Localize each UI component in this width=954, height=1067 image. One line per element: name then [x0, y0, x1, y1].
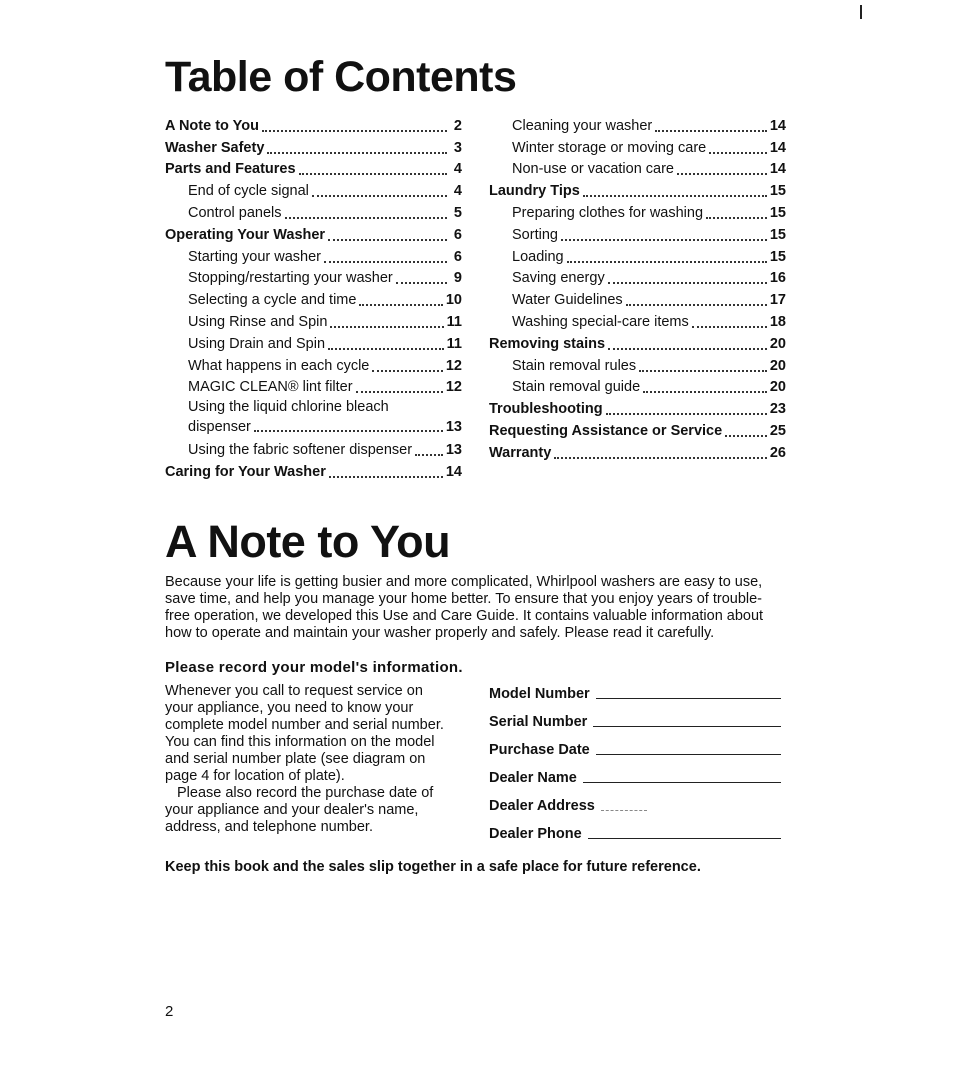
toc-entry-page: 12	[445, 357, 462, 374]
toc-entry-page: 15	[769, 204, 786, 221]
note-title: A Note to You	[165, 516, 451, 567]
toc-entry-label: Using Drain and Spin	[188, 335, 326, 352]
toc-entry-label: MAGIC CLEAN® lint filter	[188, 379, 353, 396]
text-line: your appliance, you need to know your	[165, 700, 414, 716]
toc-entry[interactable]	[165, 201, 462, 223]
record-field[interactable]	[489, 796, 781, 814]
toc-dot-leader	[643, 390, 767, 393]
toc-entry-page: 15	[769, 226, 786, 243]
toc-entry-label: End of cycle signal	[188, 183, 309, 200]
toc-entry-page: 26	[769, 444, 786, 461]
toc-entry-label: Troubleshooting	[489, 401, 603, 418]
toc-dot-leader	[608, 347, 767, 350]
toc-entry[interactable]	[165, 332, 462, 354]
toc-dot-leader	[285, 216, 448, 219]
toc-entry-page: 5	[453, 204, 462, 221]
toc-dot-leader	[262, 129, 447, 132]
toc-entry[interactable]	[165, 438, 462, 460]
record-heading: Please record your model's information.	[165, 659, 463, 676]
toc-entry-label: Loading	[512, 248, 564, 265]
toc-dot-leader	[329, 475, 443, 478]
toc-dot-leader	[639, 369, 767, 372]
toc-entry-page: 14	[445, 463, 462, 480]
toc-entry-label: Cleaning your washer	[512, 117, 653, 134]
toc-entry[interactable]	[489, 114, 786, 136]
toc-entry-label: Saving energy	[512, 270, 605, 287]
toc-entry-page: 14	[769, 161, 786, 178]
toc-entry-page: 3	[453, 139, 462, 156]
text-line: Whenever you call to request service on	[165, 683, 423, 699]
toc-dot-leader	[709, 151, 767, 154]
toc-entry-label: Starting your washer	[188, 248, 321, 265]
toc-entry-label: Winter storage or moving care	[512, 139, 707, 156]
toc-entry[interactable]	[165, 179, 462, 201]
toc-entry[interactable]	[489, 397, 786, 419]
toc-dot-leader	[312, 194, 447, 197]
toc-entry-label: Selecting a cycle and time	[188, 292, 357, 309]
toc-entry[interactable]	[489, 419, 786, 441]
record-field-line[interactable]	[583, 781, 781, 783]
toc-entry-page: 20	[769, 335, 786, 352]
toc-entry[interactable]	[489, 288, 786, 310]
toc-dot-leader	[606, 412, 767, 415]
toc-entry-page: 14	[769, 117, 786, 134]
toc-entry-label: Laundry Tips	[489, 183, 580, 200]
toc-entry-label: Requesting Assistance or Service	[489, 422, 723, 439]
toc-entry[interactable]	[489, 223, 786, 245]
record-field-line[interactable]	[601, 809, 647, 811]
toc-entry[interactable]	[165, 354, 462, 376]
toc-dot-leader	[677, 172, 767, 175]
toc-entry[interactable]	[489, 354, 786, 376]
toc-entry[interactable]	[489, 179, 786, 201]
toc-dot-leader	[706, 216, 767, 219]
record-field-line[interactable]	[596, 753, 781, 755]
toc-entry-label: Stopping/restarting your washer	[188, 270, 393, 287]
record-field-label: Purchase Date	[489, 742, 590, 758]
toc-entry-page: 15	[769, 183, 786, 200]
toc-dot-leader	[328, 238, 447, 241]
toc-entry-label: Stain removal guide	[512, 379, 641, 396]
toc-entry[interactable]	[165, 114, 462, 136]
toc-entry-page: 14	[769, 139, 786, 156]
toc-entry-label: Stain removal rules	[512, 357, 637, 374]
text-line: save time, and help you manage your home better. To ensure that you enjoy years of trouble-	[165, 591, 763, 607]
toc-entry-page: 11	[446, 313, 462, 330]
record-field-line[interactable]	[593, 725, 781, 727]
toc-entry-label: Removing stains	[489, 335, 606, 352]
toc-entry[interactable]	[489, 332, 786, 354]
toc-entry-page: 16	[769, 270, 786, 287]
toc-entry-page: 11	[446, 335, 462, 352]
toc-entry-page: 9	[453, 270, 462, 287]
toc-entry-page: 13	[445, 419, 462, 436]
toc-entry[interactable]	[489, 136, 786, 158]
toc-entry-label: Water Guidelines	[512, 292, 623, 309]
record-field[interactable]	[489, 712, 781, 730]
corner-mark	[860, 5, 862, 19]
toc-dot-leader	[396, 281, 447, 284]
page-number: 2	[165, 1003, 174, 1020]
toc-entry[interactable]	[165, 267, 462, 289]
toc-entry-label: A Note to You	[165, 117, 259, 134]
toc-entry-page: 10	[445, 292, 462, 309]
text-line: free operation, we developed this Use and Care Guide. It contains valuable information about	[165, 608, 764, 624]
toc-entry-page: 2	[453, 117, 462, 134]
toc-dot-leader	[299, 172, 447, 175]
toc-entry-label: Control panels	[188, 204, 282, 221]
text-line: complete model number and serial number.	[165, 717, 444, 733]
toc-entry[interactable]	[489, 441, 786, 463]
toc-entry-page: 6	[453, 248, 462, 265]
toc-entry-label: Sorting	[512, 226, 558, 243]
record-field-label: Dealer Name	[489, 770, 577, 786]
text-line: and serial number plate (see diagram on	[165, 751, 426, 767]
toc-entry-label-cont: dispenser	[188, 419, 251, 436]
toc-entry-page: 18	[769, 313, 786, 330]
toc-entry-label: What happens in each cycle	[188, 357, 370, 374]
toc-entry-page: 25	[769, 422, 786, 439]
toc-dot-leader	[359, 303, 442, 306]
toc-entry[interactable]	[489, 201, 786, 223]
toc-entry-label: Caring for Your Washer	[165, 463, 326, 480]
record-field[interactable]	[489, 740, 781, 758]
toc-dot-leader	[267, 151, 447, 154]
record-field[interactable]	[489, 824, 781, 842]
toc-entry-page: 20	[769, 357, 786, 374]
toc-dot-leader	[561, 238, 767, 241]
toc-entry-page: 13	[445, 442, 462, 459]
text-line: your appliance and your dealer's name,	[165, 802, 419, 818]
toc-title: Table of Contents	[165, 53, 517, 101]
toc-dot-leader	[254, 429, 443, 432]
toc-left-column	[165, 114, 462, 482]
toc-entry-label: Parts and Features	[165, 161, 296, 178]
toc-dot-leader	[626, 303, 767, 306]
toc-entry[interactable]	[489, 245, 786, 267]
toc-dot-leader	[415, 453, 443, 456]
toc-entry-page: 23	[769, 401, 786, 418]
record-field-line[interactable]	[596, 697, 781, 699]
text-line: how to operate and maintain your washer properly and safely. Please read it carefully.	[165, 625, 715, 641]
toc-right-column	[489, 114, 786, 463]
toc-entry-page: 6	[453, 226, 462, 243]
record-form	[489, 684, 781, 852]
text-line: Please also record the purchase date of	[177, 785, 434, 801]
toc-entry-page: 17	[769, 292, 786, 309]
toc-dot-leader	[725, 434, 767, 437]
toc-dot-leader	[372, 369, 443, 372]
toc-dot-leader	[324, 260, 447, 263]
toc-entry[interactable]	[165, 310, 462, 332]
toc-dot-leader	[655, 129, 767, 132]
toc-dot-leader	[554, 456, 767, 459]
toc-dot-leader	[608, 281, 767, 284]
toc-dot-leader	[330, 325, 443, 328]
toc-entry-page: 15	[769, 248, 786, 265]
toc-dot-leader	[583, 194, 767, 197]
toc-entry-page: 4	[453, 183, 462, 200]
toc-entry[interactable]	[489, 267, 786, 289]
text-line: You can find this information on the model	[165, 734, 435, 750]
text-line: address, and telephone number.	[165, 819, 373, 835]
record-field-label: Dealer Phone	[489, 826, 582, 842]
record-field[interactable]	[489, 684, 781, 702]
record-field[interactable]	[489, 768, 781, 786]
toc-entry-bleach-dispenser[interactable]	[165, 399, 462, 436]
toc-entry[interactable]	[489, 310, 786, 332]
toc-entry-label: Warranty	[489, 444, 552, 461]
toc-dot-leader	[356, 390, 443, 393]
text-line: page 4 for location of plate).	[165, 768, 345, 784]
toc-entry-label: Washer Safety	[165, 139, 265, 156]
toc-entry-label: Non-use or vacation care	[512, 161, 674, 178]
record-instructions	[165, 683, 465, 836]
toc-entry[interactable]	[165, 158, 462, 180]
note-intro	[165, 574, 805, 642]
toc-entry[interactable]	[165, 376, 462, 398]
toc-entry-page: 12	[445, 379, 462, 396]
text-line: Because your life is getting busier and more complicated, Whirlpool washers are easy to use,	[165, 574, 763, 590]
toc-dot-leader	[567, 260, 767, 263]
toc-entry[interactable]	[165, 136, 462, 158]
toc-entry-label: Operating Your Washer	[165, 226, 326, 243]
toc-entry[interactable]	[165, 288, 462, 310]
record-field-line[interactable]	[588, 837, 781, 839]
keep-note: Keep this book and the sales slip together in a safe place for future reference.	[165, 859, 701, 875]
toc-entry-page: 4	[453, 161, 462, 178]
toc-dot-leader	[328, 347, 444, 350]
toc-entry[interactable]	[165, 460, 462, 482]
toc-dot-leader	[692, 325, 767, 328]
toc-entry[interactable]	[489, 158, 786, 180]
toc-entry[interactable]	[165, 223, 462, 245]
record-field-label: Serial Number	[489, 714, 588, 730]
toc-entry[interactable]	[165, 245, 462, 267]
toc-entry-label: Using Rinse and Spin	[188, 313, 328, 330]
record-field-label: Model Number	[489, 686, 590, 702]
toc-entry-label: Preparing clothes for washing	[512, 204, 704, 221]
toc-entry[interactable]	[489, 376, 786, 398]
toc-entry-label: Washing special-care items	[512, 313, 689, 330]
toc-entry-page: 20	[769, 379, 786, 396]
record-field-label: Dealer Address	[489, 798, 595, 814]
toc-entry-label: Using the liquid chlorine bleach	[188, 399, 389, 416]
toc-entry-label: Using the fabric softener dispenser	[188, 442, 413, 459]
